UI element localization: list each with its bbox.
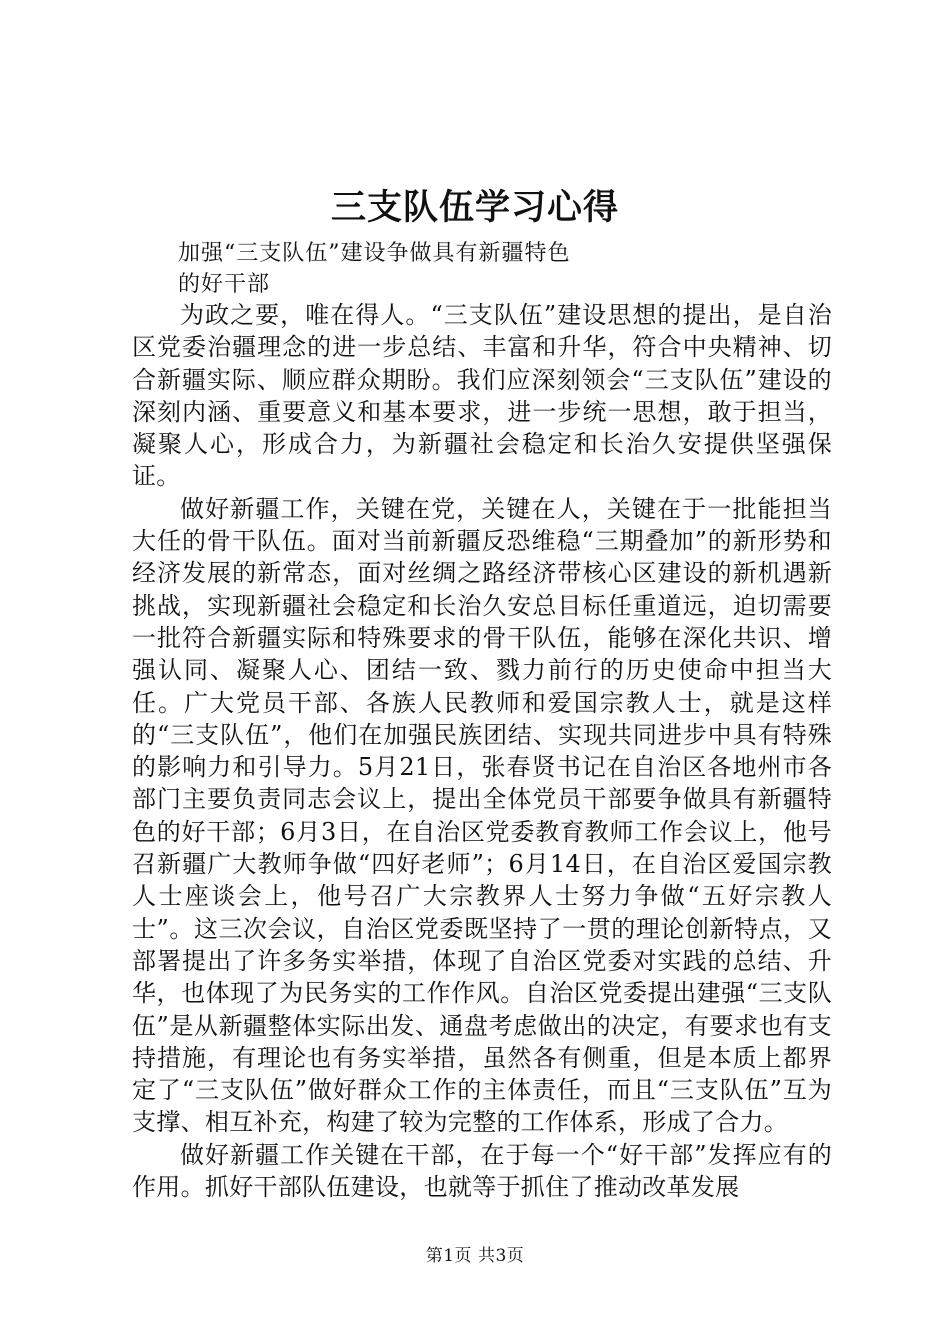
body-paragraph-3: 做好新疆工作关键在干部，在于每一个“好干部”发挥应有的作用。抓好干部队伍建设，也就等于抓住了推动改革发展 [132,1140,832,1202]
document-title: 三支队伍学习心得 [330,187,619,228]
document-body [132,299,832,1203]
document-subtitle-line-2: 的好干部 [178,272,271,297]
document-subtitle-line-1: 加强“三支队伍”建设争做具有新疆特色 [178,241,571,266]
page-footer: 第1页 共3页 [425,1246,525,1266]
body-paragraph-1: 为政之要，唯在得人。“三支队伍”建设思想的提出，是自治区党委治疆理念的进一步总结、丰富和升华，符合中央精神、切合新疆实际、顺应群众期盼。我们应深刻领会“三支队伍”建设的深刻内涵、重要意义和基本要求，进一步统一思想，敢于担当，凝聚人心，形成合力，为新疆社会稳定和长治久安提供坚强保证。 [132,301,832,491]
body-paragraph-2: 做好新疆工作，关键在党，关键在人，关键在于一批能担当大任的骨干队伍。面对当前新疆反恐维稳“三期叠加”的新形势和经济发展的新常态，面对丝绸之路经济带核心区建设的新机遇新挑战，实现新疆社会稳定和长治久安总目标任重道远，迫切需要一批符合新疆实际和特殊要求的骨干队伍，能够在深化共识、增强认同、凝聚人心、团结一致、戮力前行的历史使命中担当大任。广大党员干部、各族人民教师和爱国宗教人士，就是这样的“三支队伍”，他们在加强民族团结、实现共同进步中具有特殊的影响力和引导力。5月21日，张春贤书记在自治区各地州市各部门主要负责同志会议上，提出全体党员干部要争做具有新疆特色的好干部；6月3日，在自治区党委教育教师工作会议上，他号召新疆广大教师争做“四好老师”；6月14日，在自治区爱国宗教人士座谈会上，他号召广大宗教界人士努力争做“五好宗教人士”。这三次会议，自治区党委既坚持了一贯的理论创新特点，又部署提出了许多务实举措，体现了自治区党委对实践的总结、升华，也体现了为民务实的工作作风。自治区党委提出建强“三支队伍”是从新疆整体实际出发、通盘考虑做出的决定，有要求也有支持措施，有理论也有务实举措，虽然各有侧重，但是本质上都界定了“三支队伍”做好群众工作的主体责任，而且“三支队伍”互为支撑、相互补充，构建了较为完整的工作体系，形成了合力。 [132,494,832,1137]
